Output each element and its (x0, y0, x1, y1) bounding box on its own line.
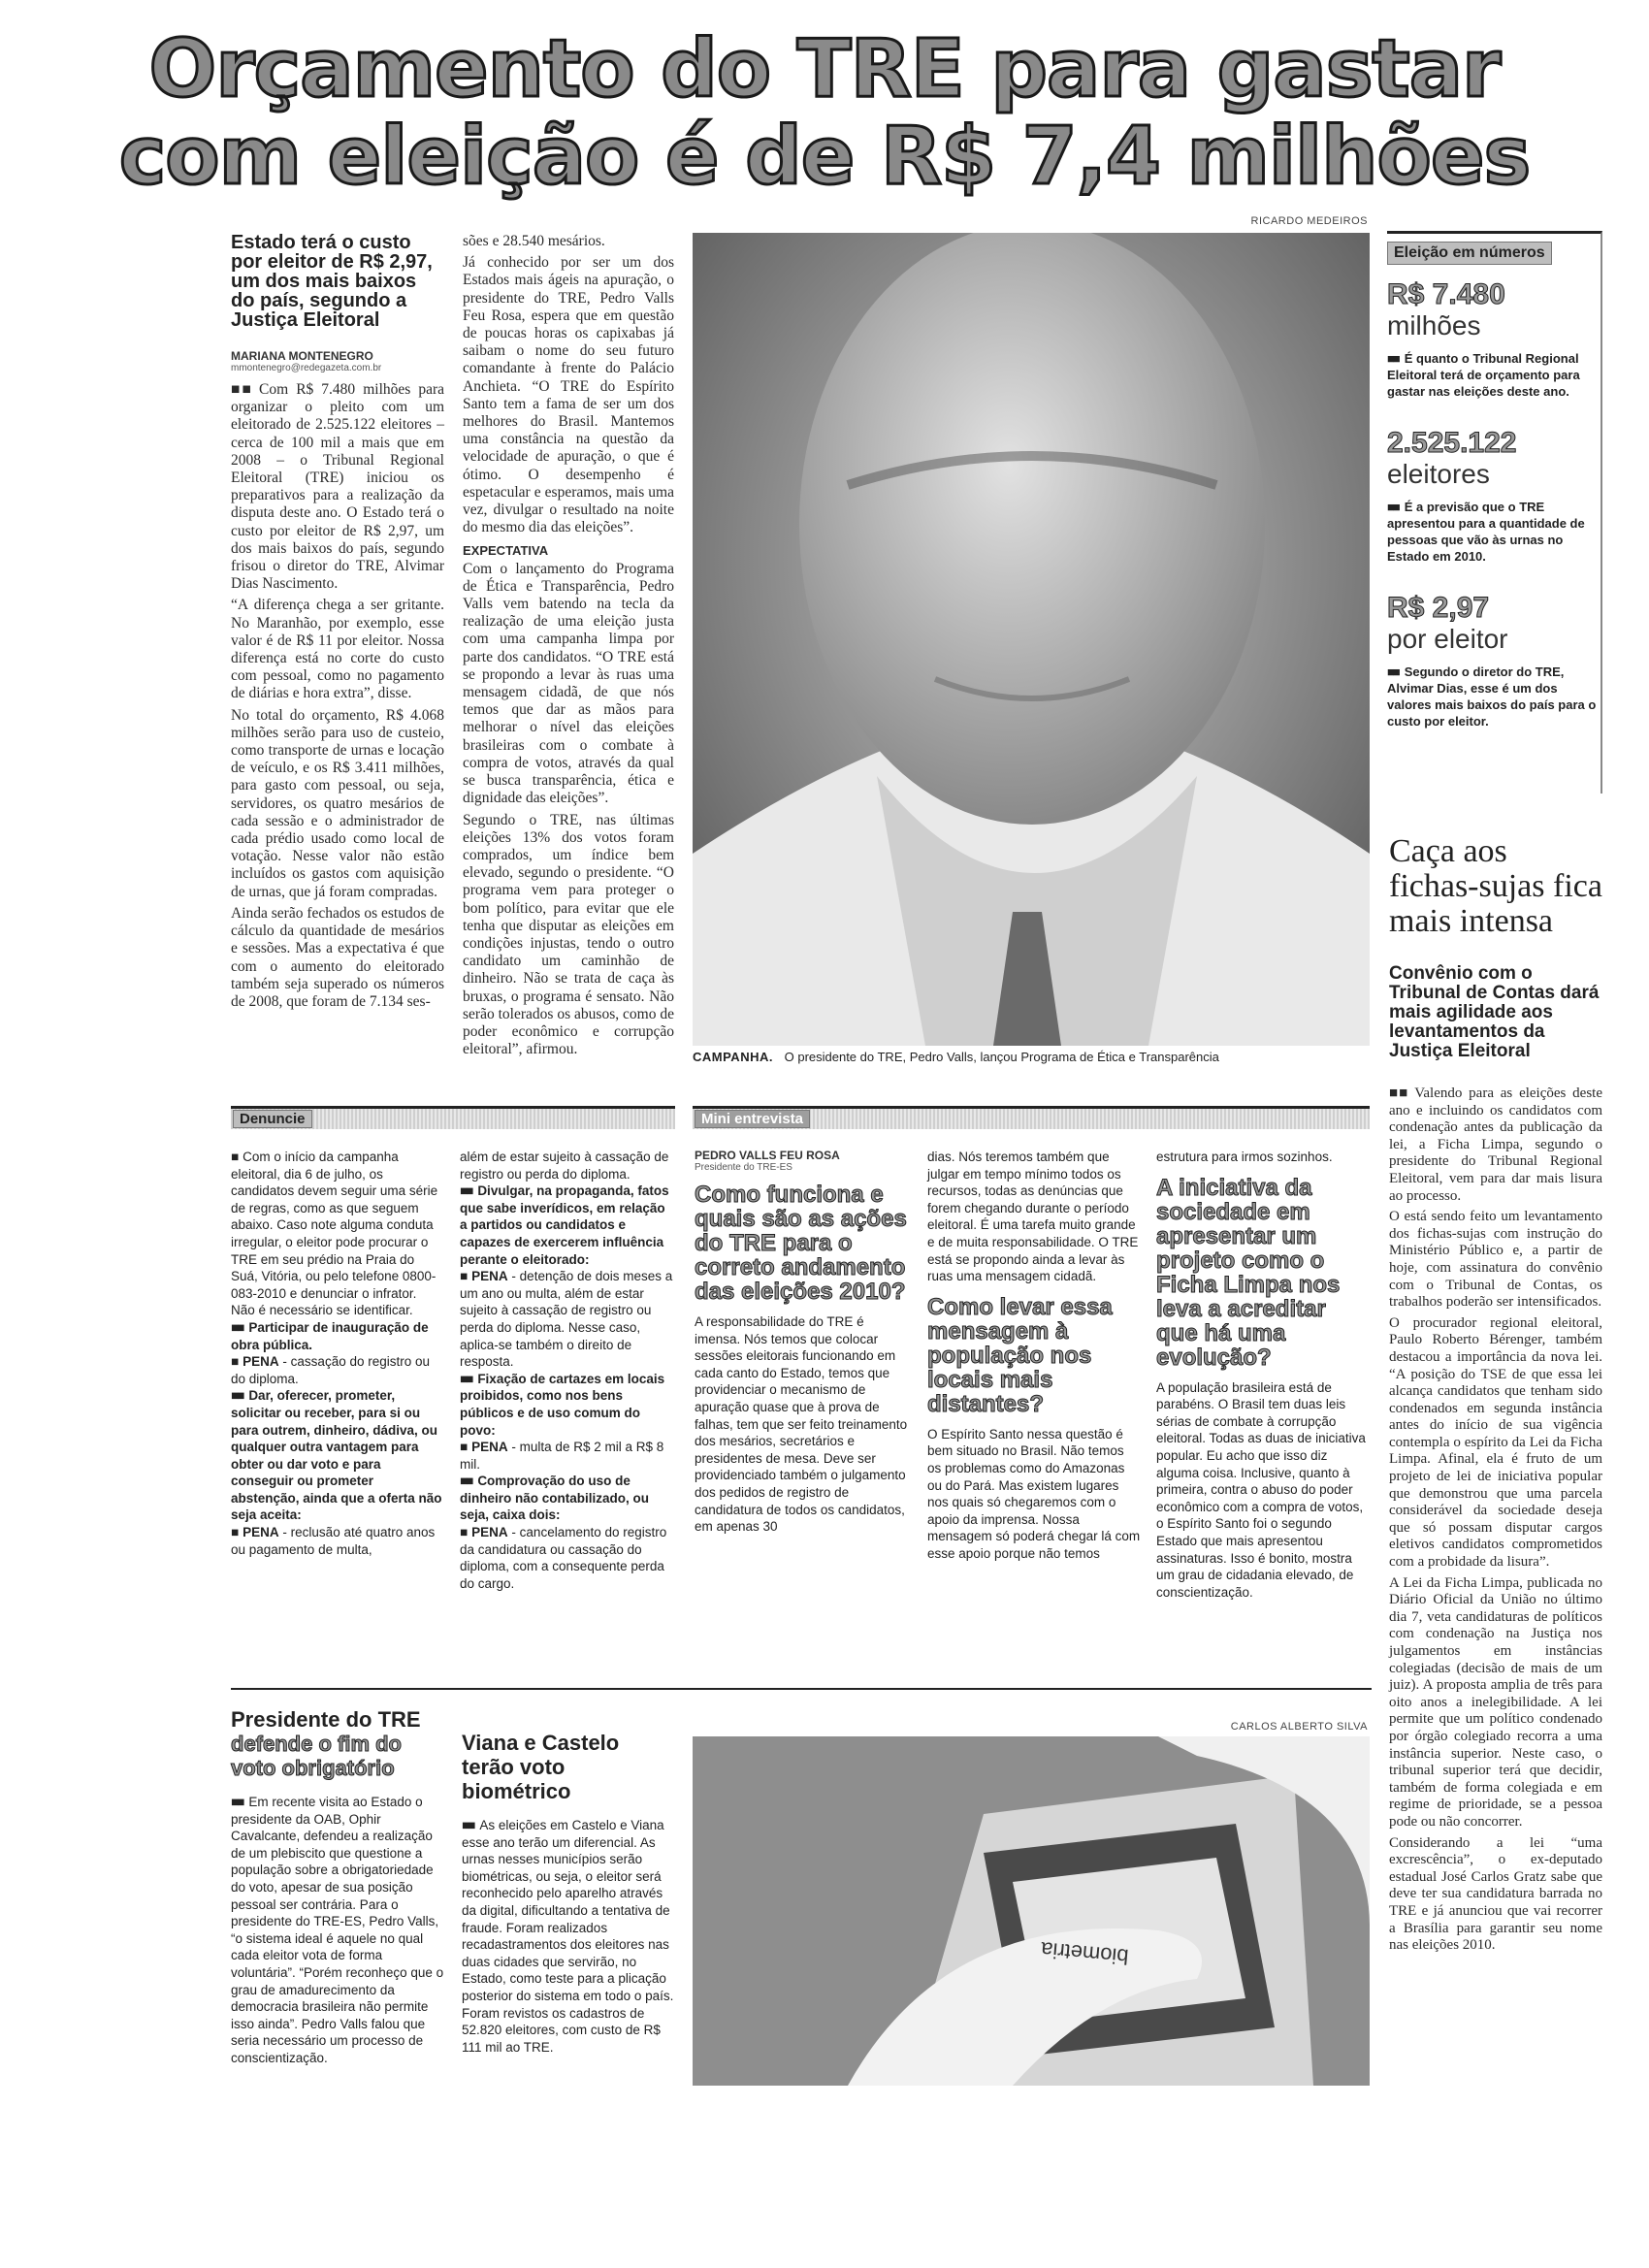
number-value: 2.525.122 (1387, 427, 1517, 459)
paragraph: ■■ Valendo para as eleições deste ano e incluindo os candidatos com condenação antes da publicação da lei, a Ficha Limpa, segundo o presidente do Tribunal Regional Eleitoral, vem para dar mais lisura ao processo. (1389, 1085, 1602, 1204)
paragraph: ■ Com o início da campanha eleitoral, dia 6 de julho, os candidatos devem seguir uma série de regras, como as que seguem abaixo. Caso note alguma conduta irregular, o eleitor pode procurar o TRE em seu prédio na Praia do Suá, Vitória, ou pelo telefone 0800-083-2010 e denunciar o infrator. Não é necessário se identificar. (231, 1150, 438, 1318)
main-photo (693, 233, 1370, 1046)
denuncie-col1 (231, 1149, 442, 1558)
bullet-icon: ■■ (460, 1183, 472, 1199)
answer-2-cont: estrutura para irmos sozinhos. (1156, 1150, 1333, 1164)
bullet-icon: ■ (231, 1150, 238, 1164)
bullet-icon: ■ (460, 1525, 467, 1540)
paragraph: Considerando a lei “uma excrescência”, o ex-deputado estadual José Carlos Gratz sabe que deve ter sua candidatura barrada no TRE e já anunciou que vai recorrer a Brasília para garantir seu nome nas eleições 2010. (1389, 1834, 1602, 1954)
bullet-icon: ■■ (460, 1474, 472, 1489)
viana-article (462, 1731, 675, 2056)
number-value: R$ 7.480 (1387, 278, 1505, 310)
interviewee-name: PEDRO VALLS FEU ROSA (695, 1149, 840, 1162)
number-item (1387, 592, 1600, 729)
pena-item: ■ PENA - reclusão até quatro anos ou pagamento de multa, (231, 1525, 436, 1557)
viana-title: Viana e Castelo terão voto biométrico (462, 1731, 620, 1803)
fichas-deck: Convênio com o Tribunal de Contas dará mais agilidade aos levantamentos da Justiça Eleitoral (1389, 963, 1600, 1061)
paragraph: Já conhecido por ser um dos Estados mais ágeis na apuração, o presidente do TRE, Pedro Valls Feu Rosa, espera que em questão de poucas horas os capixabas já saibam o nome do seu futuro comandante à frente do Palácio Anchieta. “O TRE do Espírito Santo tem a fama de ser um dos melhores do Brasil. Mantemos uma constância na questão da velocidade de apuração, o que é ótimo. O desempenho é espetacular e esperamos, mais uma vez, divulgar o resultado na noite do mesmo dia das eleições”. (463, 254, 674, 536)
bullet-icon: ■ (460, 1269, 467, 1284)
denuncie-col2 (460, 1149, 675, 1592)
rule-item: ■■ Participar de inauguração de obra pública. (231, 1319, 429, 1352)
bullet-icon: ■■ (231, 1388, 243, 1404)
paragraph: sões e 28.540 mesários. (463, 233, 605, 249)
bullet-icon: ■■ (231, 1319, 243, 1335)
mini-band (693, 1106, 1370, 1129)
question-2: Como levar essa mensagem à população nos locais mais distantes? (927, 1293, 1113, 1417)
photo-caption (693, 1050, 1372, 1064)
main-deck: Estado terá o custo por eleitor de R$ 2,97, um dos mais baixos do país, segundo a Justiça Eleitoral (231, 232, 433, 331)
number-text: ■■ Segundo o diretor do TRE, Alvimar Dias, esse é um dos valores mais baixos do país para o custo por eleitor. (1387, 664, 1597, 729)
rule-item: ■■ Dar, oferecer, prometer, solicitar ou receber, para si ou para outrem, dinheiro, dádiva, ou qualquer outra vantagem para obter ou dar voto e para conseguir ou prometer abstenção, ainda que a oferta não seja aceita: (231, 1388, 442, 1523)
mini-col3 (1156, 1149, 1370, 1601)
presidente-body: ■■ Em recente visita ao Estado o presidente da OAB, Ophir Cavalcante, defendeu a realização de um plebiscito que questione a população sobre a obrigatoriedade do voto, apesar de sua posição pessoal ser contrária. Para o presidente do TRE-ES, Pedro Valls, “o sistema ideal é aquele no qual cada eleitor vota de forma voluntária”. “Porém reconheço que o grau de amadurecimento da democracia brasileira não permite isso ainda”. Pedro Valls falou que seria necessário um processo de conscientização. (231, 1795, 444, 2065)
number-unit: eleitores (1387, 459, 1490, 489)
number-item (1387, 427, 1600, 565)
pena-item: ■ PENA - detenção de dois meses a um ano ou multa, além de estar sujeito à cassação de registro ou perda do diploma. Nesse caso, aplica-se também o direito de resposta. (460, 1269, 673, 1370)
fichas-article (1389, 834, 1602, 1959)
interviewee-role: Presidente do TRE-ES (695, 1162, 792, 1173)
bullet-icon: ■■ (1387, 351, 1399, 366)
author-email: mmontenegro@redegazeta.com.br (231, 363, 382, 373)
pena-item: ■ PENA - multa de R$ 2 mil a R$ 8 mil. (460, 1440, 664, 1472)
answer-2: O Espírito Santo nessa questão é bem situado no Brasil. Não temos os problemas como do Amazonas ou do Pará. Mas existem lugares nos quais só chegaremos com o apoio da imprensa. Nossa mensagem só poderá chegar lá com esse apoio porque não temos (927, 1426, 1141, 1561)
paragraph: ■■ Com R$ 7.480 milhões para organizar o pleito com um eleitorado de 2.525.122 eleitores – cerca de 100 mil a mais que em 2008 – o Tribunal Regional Eleitoral (TRE) iniciou os preparativos para a realização da disputa deste ano. O Estado terá o custo por eleitor de R$ 2,97, um dos mais baixos do país, segundo frisou o diretor do TRE, Alvimar Dias Nascimento. (231, 381, 444, 593)
rule-item: ■■ Fixação de cartazes em locais proibidos, como nos bens públicos e de uso comum do povo: (460, 1371, 665, 1438)
paragraph: além de estar sujeito à cassação de registro ou perda do diploma. (460, 1150, 669, 1182)
answer-1: A responsabilidade do TRE é imensa. Nós temos que colocar sessões eleitorais funcionando em cada canto do Estado, temos que providenciar o mecanismo de apuração quase que à prova de falhas, tem que ser feito treinamento dos mesários, secretários e presidentes de mesa. Deve ser providenciado também o julgamento dos pedidos de registro de candidatura de todos os candidatos, em apenas 30 (695, 1314, 908, 1535)
number-item (1387, 278, 1600, 400)
caption-label: CAMPANHA. (693, 1050, 773, 1064)
bullet-icon: ■■ (1389, 1085, 1409, 1101)
rule-item: ■■ Comprovação do uso de dinheiro não contabilizado, ou seja, caixa dois: (460, 1474, 649, 1523)
bullet-icon: ■■ (231, 381, 254, 398)
main-article-col1 (231, 233, 444, 1015)
paragraph: O procurador regional eleitoral, Paulo Roberto Bérenger, também destacou a importância da nova lei. “A posição do TSE de que essa lei alcança candidatos que tenham sido condenados em segunda instância antes do início de sua vigência contempla o espírito da Lei da Ficha Limpa. Afinal, ela é fruto de um projeto de lei de iniciativa popular que demonstrou que uma parcela considerável da sociedade deseja que só possam disputar cargos eletivos candidatos comprometidos com a probidade da lisura”. (1389, 1314, 1602, 1571)
number-unit: por eleitor (1387, 624, 1508, 654)
paragraph: Segundo o TRE, nas últimas eleições 13% dos votos foram comprados, um índice bem elevado, segundo o presidente. “O programa vem para proteger o bom político, para evitar que ele tenha que disputar as eleições em condições injustas, tendo o outro candidato um caminhão de dinheiro. Não se trata de caça às bruxas, o programa é sensato. Não serão tolerados os abusos, como de poder econômico e corrupção eleitoral”, afirmou. (463, 811, 674, 1058)
bullet-icon: ■■ (460, 1371, 472, 1386)
numbers-box (1387, 231, 1602, 794)
portrait-illustration (693, 233, 1370, 1046)
paragraph: O está sendo feito um levantamento dos fichas-sujas com instrução do Ministério Público e, a partir de hoje, com assinatura do convênio com o Tribunal de Contas, os trabalhos poderão ser intensificados. (1389, 1209, 1602, 1311)
paragraph: “A diferença chega a ser gritante. No Maranhão, por exemplo, esse valor é de R$ 11 por eleitor. Nossa diferença está no corte do custo com pessoal, como no pagamento de diárias e hora extra”, disse. (231, 597, 444, 702)
paragraph: A Lei da Ficha Limpa, publicada no Diário Oficial da União no último dia 7, veta candidaturas de políticos com condenação na Justiça nos julgamentos em instâncias colegiadas (decisão de mais de um juiz). A proposta amplia de três para oito anos a inelegibilidade. A lei permite que um político condenado por órgão colegiado recorra a uma instância superior. Neste caso, o tribunal superior terá que decidir, também de forma colegiada e em regime de prioridade, se a pessoa pode ou não concorrer. (1389, 1574, 1602, 1830)
number-unit: milhões (1387, 310, 1481, 340)
bullet-icon: ■■ (462, 1818, 474, 1832)
main-article-col2 (463, 233, 674, 1062)
presidente-title-b: defende o fim do voto obrigatório (231, 1732, 402, 1780)
mini-col2 (927, 1149, 1141, 1563)
pena-item: ■ PENA - cassação do registro ou do diploma. (231, 1354, 431, 1386)
paragraph: No total do orçamento, R$ 4.068 milhões serão para uso de custeio, como transporte de urnas e locação de veículo, e os R$ 3.411 milhões, para gasto com pessoal, ou seja, servidores, os quatro mesários de cada sessão e o administrador de cada prédio usado como local de votação. Nesse valor não estão incluídos os gastos com aquisição de urnas, que já foram compradas. (231, 706, 444, 900)
bullet-icon: ■ (231, 1525, 238, 1540)
section-divider (231, 1688, 1372, 1690)
fichas-title: Caça aos fichas-sujas fica mais intensa (1389, 833, 1602, 939)
viana-body: ■■ As eleições em Castelo e Viana esse ano terão um diferencial. As urnas nesses municípios serão biométricas, ou seja, o eleitor será reconhecido pelo aparelho através da digital, dificultando a tentativa de fraude. Foram realizados recadastramentos dos eleitores nas duas cidades que servirão, no Estado, como teste para a plicação posterior do sistema em todo o país. Foram revistos os cadastros de 52.820 eleitores, com custo de R$ 111 mil ao TRE. (462, 1818, 674, 2055)
presidente-article (231, 1707, 444, 2067)
number-text: ■■ É a previsão que o TRE apresentou para a quantidade de pessoas que vão às urnas no Estado em 2010. (1387, 500, 1585, 564)
main-body-col1 (231, 381, 444, 1011)
denuncie-header: Denuncie (233, 1110, 312, 1128)
answer-3: A população brasileira está de parabéns. O Brasil tem duas leis sérias de combate à corrupção eleitoral. Todas as duas de iniciativa popular. Eu acho que isso diz alguma coisa. Inclusive, quanto à primeira, contra o abuso do poder econômico com a compra de votos, o Espírito Santo foi o segundo Estado que mais apresentou assinaturas. Isso é bonito, mostra um grau de cidadania elevado, de conscientização. (1156, 1379, 1366, 1600)
device-label: biometria (1040, 1937, 1130, 1969)
bullet-icon: ■ (460, 1440, 467, 1455)
paragraph: Com o lançamento do Programa de Ética e Transparência, Pedro Valls vem batendo na tecla da realização de uma eleição justa com uma campanha limpa por parte dos candidatos. “O TRE está se propondo a levar às ruas uma mensagem cidadã, de que nós temos que dar as mãos para melhorar o nível das eleições brasileiras com o combate à compra de votos, através da qual se busca transparência, ética e dignidade das eleições”. (463, 560, 674, 807)
paragraph: Ainda serão fechados os estudos de cálculo da quantidade de mesários e sessões. Mas a expectativa é que com o aumento do eleitorado também seja superado os números de 2008, que foram de 7.134 ses- (231, 904, 444, 1010)
number-text: ■■ É quanto o Tribunal Regional Eleitoral terá de orçamento para gastar nas eleições deste ano. (1387, 351, 1580, 399)
photo-credit-2: CARLOS ALBERTO SILVA (1230, 1721, 1368, 1733)
numbers-header: Eleição em números (1387, 242, 1552, 265)
mini-col1 (695, 1149, 908, 1536)
biometric-device-illustration (693, 1736, 1370, 2086)
bullet-icon: ■ (231, 1354, 238, 1370)
question-3: A iniciativa da sociedade em apresentar um projeto como o Ficha Limpa nos leva a acreditar que há uma evolução? (1156, 1174, 1341, 1371)
caption-text: O presidente do TRE, Pedro Valls, lançou Programa de Ética e Transparência (784, 1050, 1219, 1064)
bullet-icon: ■■ (231, 1795, 243, 1809)
fichas-body (1389, 1085, 1602, 1955)
mini-header: Mini entrevista (695, 1110, 810, 1128)
author: MARIANA MONTENEGRO (231, 349, 373, 363)
headline-line-1: Orçamento do TRE para gastar (148, 23, 1501, 115)
biometric-photo (693, 1736, 1370, 2086)
answer-1-cont: dias. Nós teremos também que julgar em tempo mínimo todos os recursos, todas as denúncias que forem chegando durante o período eleitoral. É uma tarefa muito grande e de muita responsabilidade. O TRE está se propondo ainda a levar às ruas uma mensagem cidadã. (927, 1150, 1139, 1284)
bullet-icon: ■■ (1387, 500, 1399, 514)
pena-item: ■ PENA - cancelamento do registro da candidatura ou cassação do diploma, com a consequente perda do cargo. (460, 1525, 667, 1591)
denuncie-band (231, 1106, 675, 1129)
subhead-expectativa: EXPECTATIVA (463, 543, 549, 559)
photo-credit: RICARDO MEDEIROS (1250, 215, 1368, 227)
bullet-icon: ■■ (1387, 664, 1399, 679)
presidente-title-a: Presidente do TRE (231, 1707, 421, 1732)
number-value: R$ 2,97 (1387, 592, 1490, 624)
rule-item: ■■ Divulgar, na propaganda, fatos que sabe inverídicos, em relação a partidos ou candidatos e capazes de exercerem influência perante o eleitorado: (460, 1183, 669, 1267)
headline-line-2: com eleição é de R$ 7,4 milhões (118, 111, 1531, 203)
question-1: Como funciona e quais são as ações do TRE para o correto andamento das eleições 2010? (695, 1182, 907, 1305)
